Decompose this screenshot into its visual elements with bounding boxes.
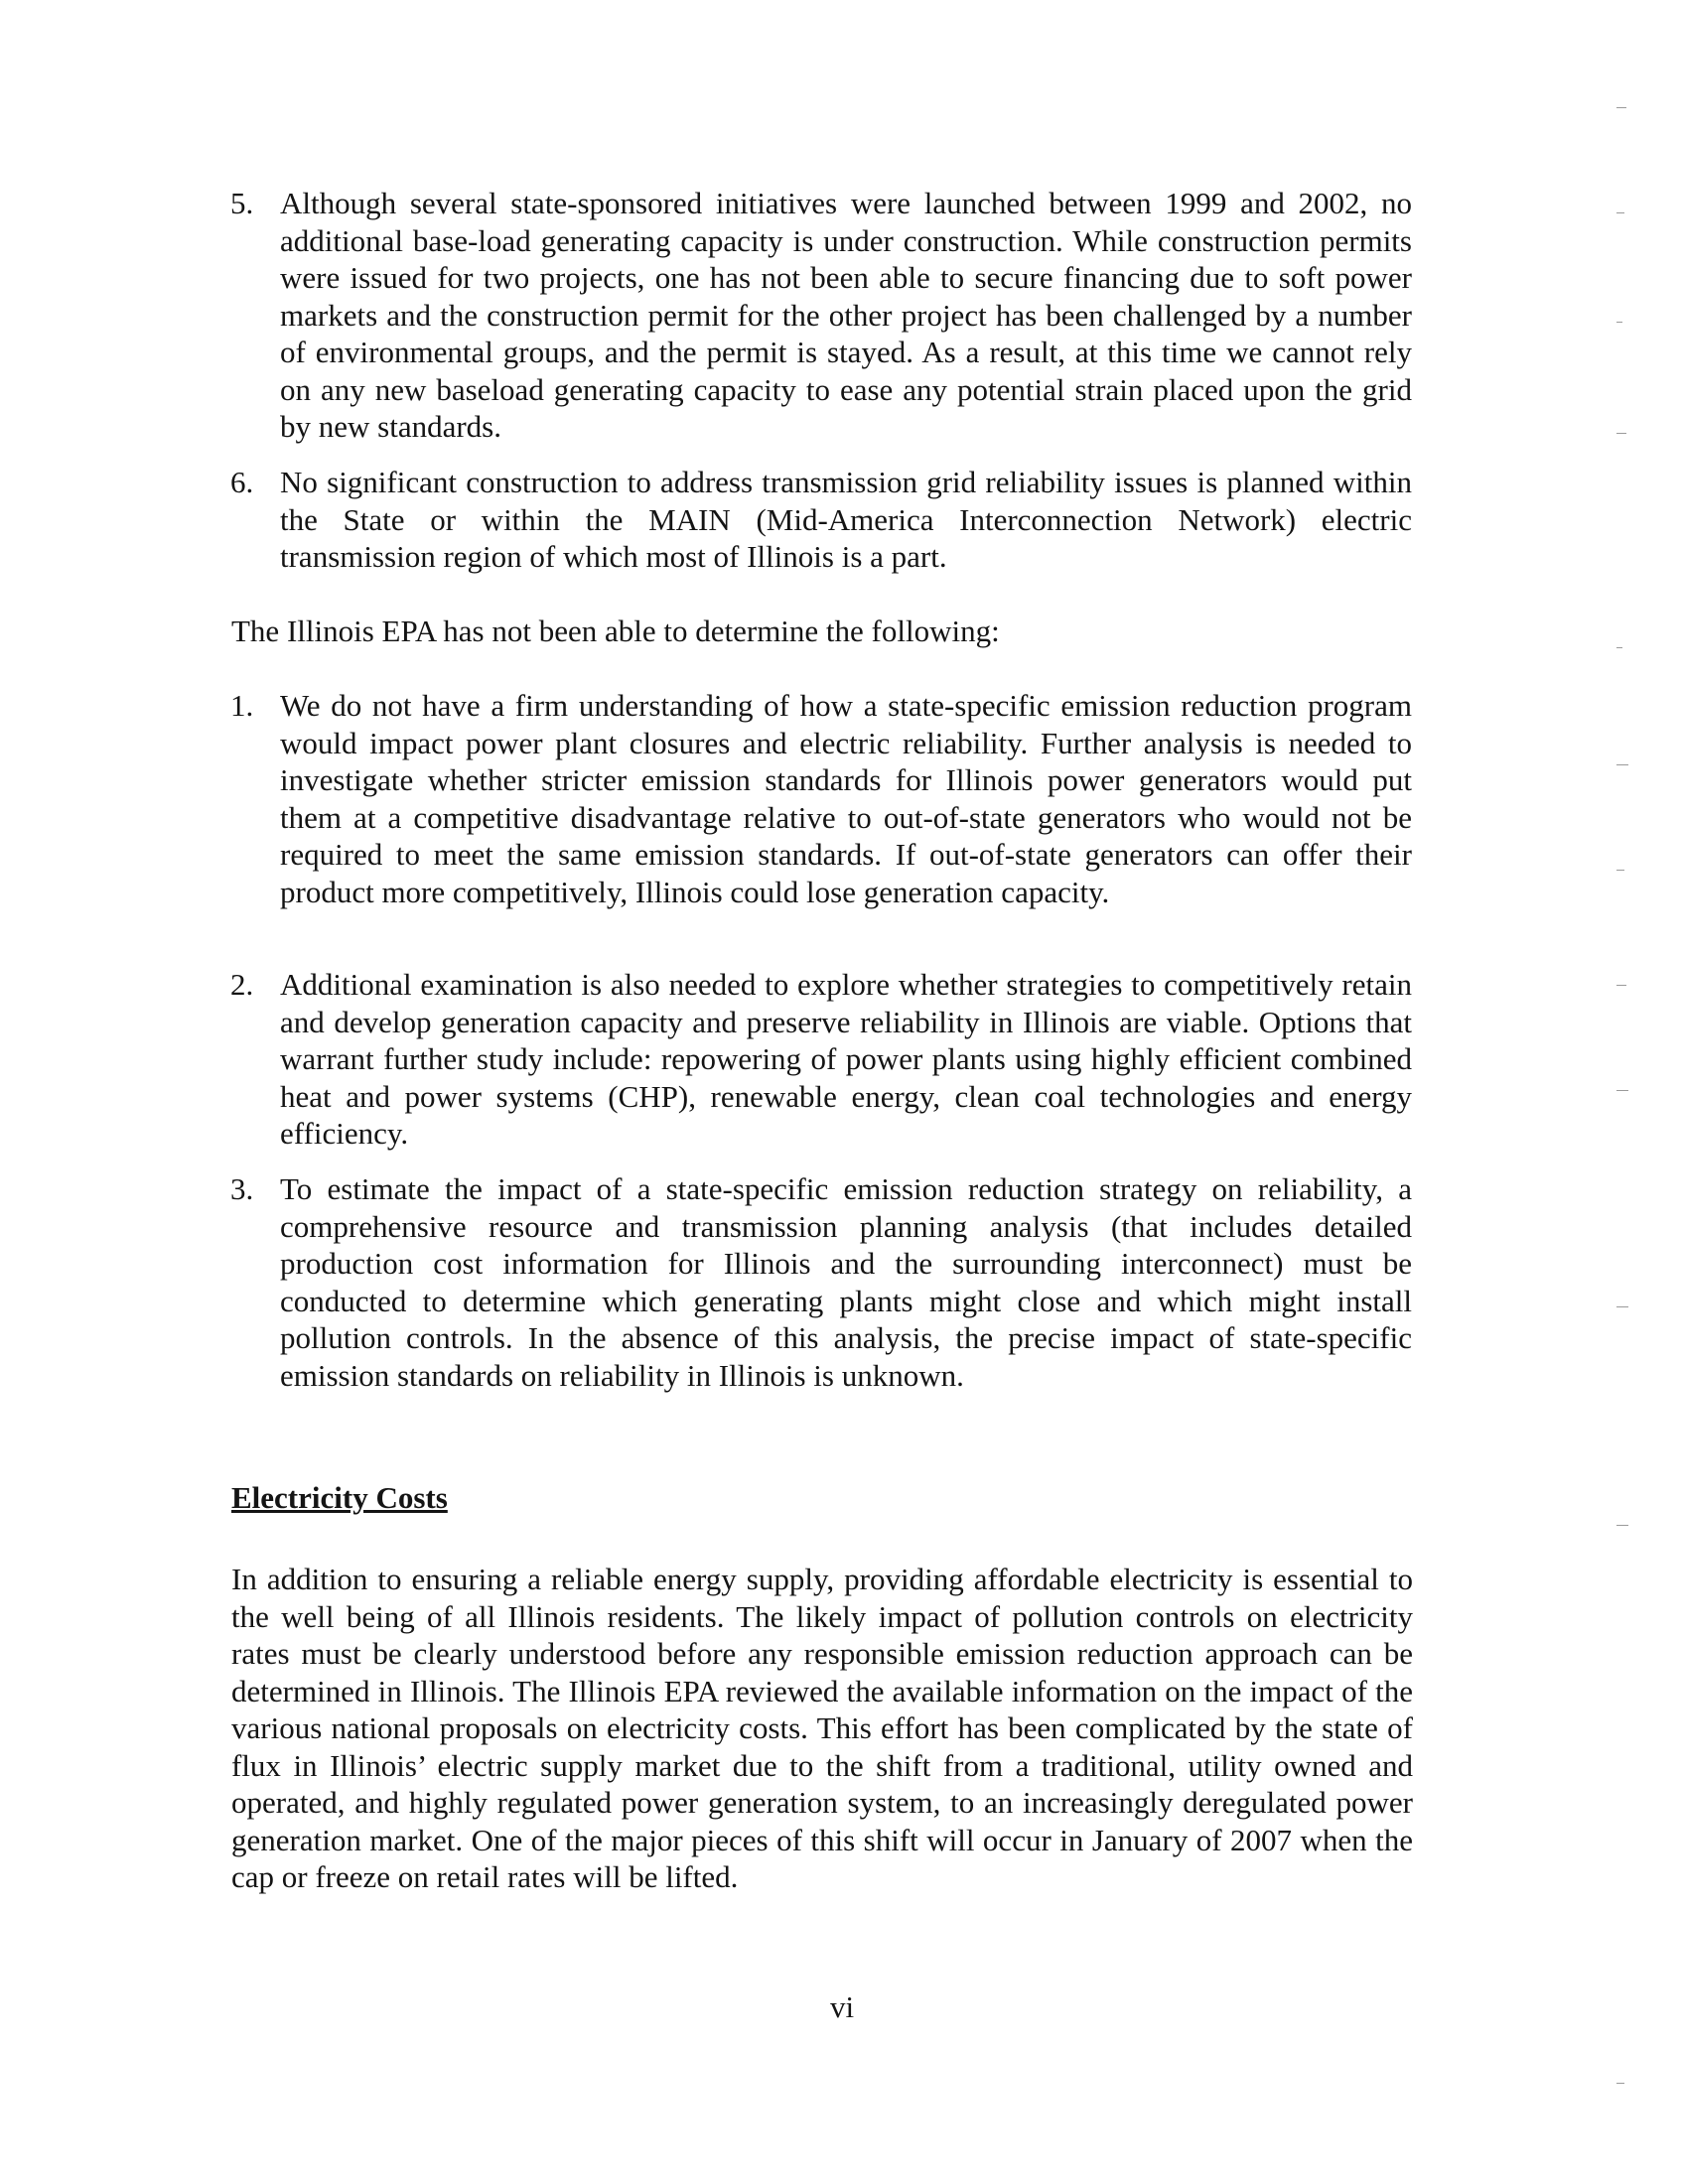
scan-mark: [1616, 322, 1622, 323]
body-paragraph: In addition to ensuring a reliable energy supply, providing affordable electricity is essential to the well being of all Illinois residents. The likely impact of pollution controls on electricity rates must be clearly understood before any responsible emission reduction approach can be determined in Illinois. The Illinois EPA reviewed the available information on the impact of the various national proposals on electricity costs. This effort has been complicated by the state of flux in Illinois’ electric supply market due to the shift from a traditional, utility owned and operated, and highly regulated power generation system, to an increasingly deregulated power generation market. One of the major pieces of this shift will occur in January of 2007 when the cap or freeze on retail rates will be lifted.: [231, 1562, 1413, 1894]
scan-mark: [1616, 985, 1626, 986]
section-heading: Electricity Costs: [231, 1480, 448, 1515]
scan-mark: [1616, 870, 1624, 871]
scan-mark: [1616, 1306, 1628, 1307]
list-item-number: 5.: [230, 186, 254, 220]
list-item-number: 1.: [230, 688, 254, 723]
scan-mark: [1616, 107, 1626, 108]
list-item-number: 6.: [230, 465, 254, 499]
scan-mark: [1616, 1090, 1628, 1091]
list-item-text: No significant construction to address transmission grid reliability issues is planned within the State or within the MAIN (Mid-America Interconnection Network) electric transmission region of which most of Illinois is a part.: [280, 465, 1412, 574]
scan-mark: [1616, 764, 1628, 765]
scan-mark: [1616, 1525, 1628, 1526]
list-item-6: [230, 464, 1412, 576]
list-item-number: 2.: [230, 967, 254, 1002]
scan-mark: [1616, 433, 1626, 434]
list-item-number: 3.: [230, 1171, 254, 1206]
list-item-text: To estimate the impact of a state-specific emission reduction strategy on reliability, a comprehensive resource and transmission planning analysis (that includes detailed production cost information for Illinois and the surrounding interconnect) must be conducted to determine which generating plants might close and which might install pollution controls. In the absence of this analysis, the precise impact of state-specific emission standards on reliability in Illinois is unknown.: [280, 1171, 1412, 1393]
intro-paragraph: The Illinois EPA has not been able to determine the following:: [231, 614, 1000, 648]
list-item-5: [230, 185, 1412, 446]
list-item-text: Although several state-sponsored initiatives were launched between 1999 and 2002, no additional base-load generating capacity is under construction. While construction permits were issued for two projects, one has not been able to secure financing due to soft power markets and the construction permit for the other project has been challenged by a number of environmental groups, and the permit is stayed. As a result, at this time we cannot rely on any new baseload generating capacity to ease any potential strain placed upon the grid by new standards.: [280, 186, 1412, 444]
scan-mark: [1616, 2083, 1624, 2084]
list-item-2: [230, 966, 1412, 1153]
scan-mark: [1616, 212, 1624, 213]
page-number: vi: [829, 1989, 855, 2024]
scan-mark: [1616, 647, 1622, 648]
list-item-3: [230, 1170, 1412, 1394]
list-item-text: Additional examination is also needed to explore whether strategies to competitively retain and develop generation capacity and preserve reliability in Illinois are viable. Options that warrant further study include: repowering of power plants using highly efficient combined heat and power systems (CHP), renewable energy, clean coal technologies and energy efficiency.: [280, 967, 1412, 1151]
list-item-text: We do not have a firm understanding of how a state-specific emission reduction program would impact power plant closures and electric reliability. Further analysis is needed to investigate whether stricter emission standards for Illinois power generators would put them at a competitive disadvantage relative to out-of-state generators who would not be required to meet the same emission standards. If out-of-state generators can offer their product more competitively, Illinois could lose generation capacity.: [280, 688, 1412, 909]
list-item-1: [230, 687, 1412, 910]
